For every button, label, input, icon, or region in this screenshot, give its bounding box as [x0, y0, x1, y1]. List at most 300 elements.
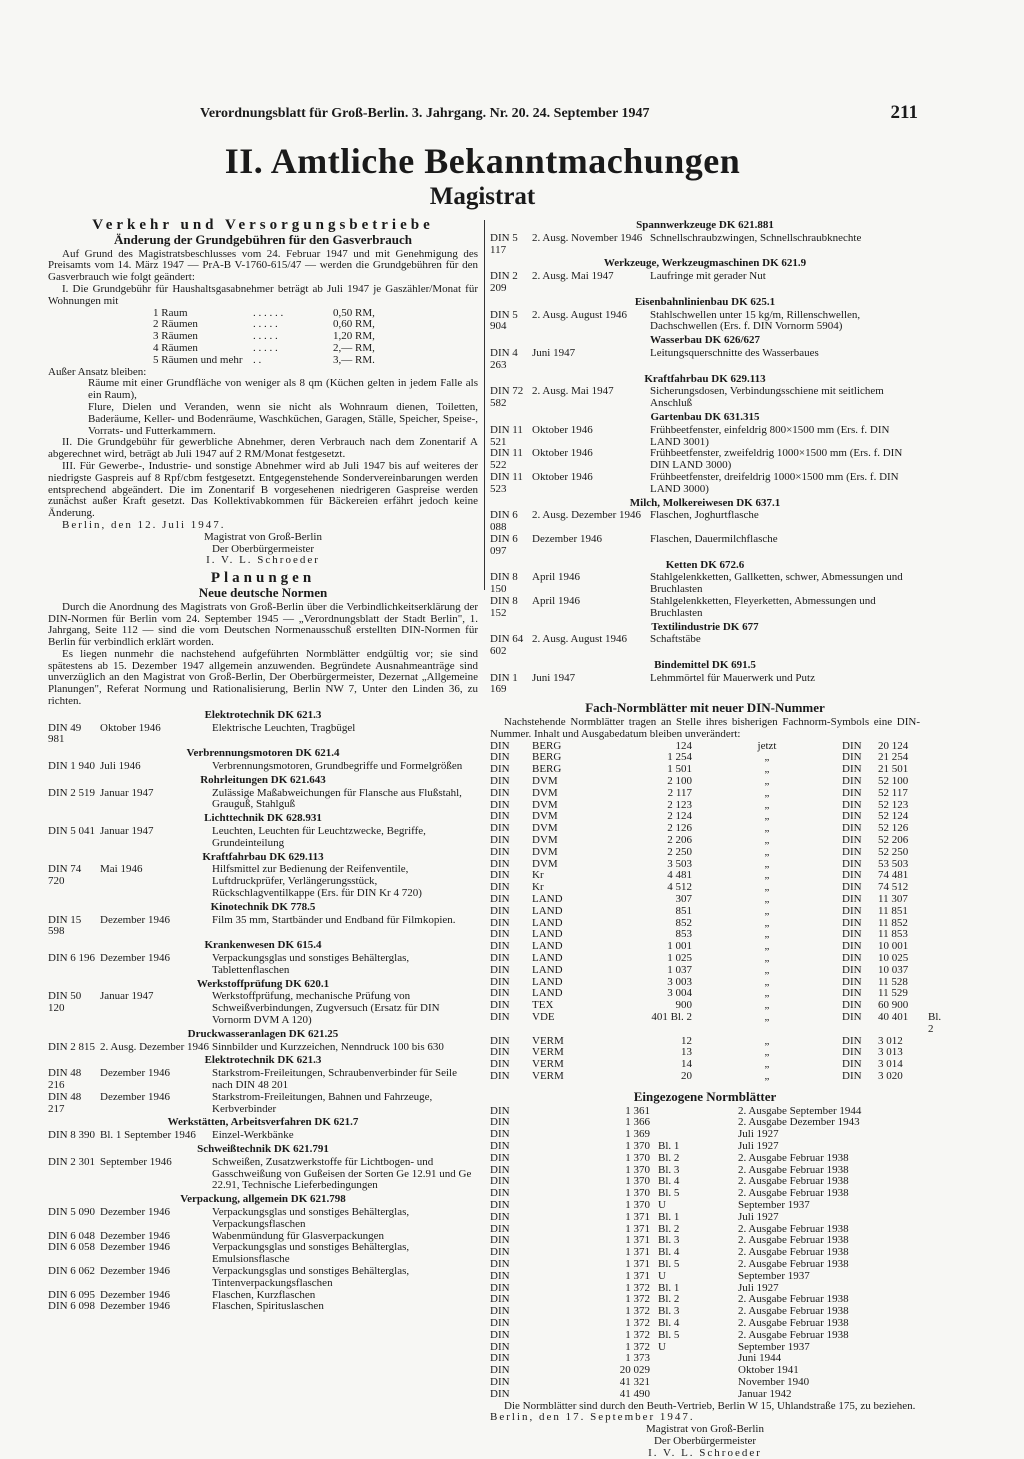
- norm-date: Oktober 1946: [532, 447, 593, 460]
- norm-number: DIN 48 217: [48, 1090, 82, 1115]
- withdrawn-row: [490, 1318, 920, 1330]
- signature-line: I. V. L. Schroeder: [648, 1446, 762, 1459]
- withdrawn-cell: 1 372: [625, 1281, 650, 1294]
- withdrawn-row: [490, 1306, 920, 1318]
- norm-entry: [490, 510, 920, 534]
- withdrawn-cell: Juli 1927: [738, 1128, 779, 1141]
- withdrawn-cell: Bl. 3: [658, 1305, 680, 1318]
- category-heading: Elektrotechnik DK 621.3: [204, 708, 322, 721]
- withdrawn-cell: 1 371: [625, 1269, 650, 1282]
- fach-cell: DIN: [842, 1069, 862, 1082]
- norm-entry: [48, 788, 478, 812]
- fach-cell: 2 124: [667, 810, 692, 823]
- fach-cell: DIN: [842, 904, 862, 917]
- norm-date: Juli 1946: [100, 760, 141, 773]
- fach-cell: Bl. 2: [928, 1011, 942, 1035]
- norm-entry: [48, 953, 478, 977]
- fach-cell: 74 512: [878, 881, 909, 894]
- fach-cell: 3 014: [878, 1058, 903, 1071]
- withdrawn-cell: 2. Ausgabe Februar 1938: [738, 1328, 849, 1341]
- norm-date: Dezember 1946: [100, 1288, 170, 1301]
- withdrawn-cell: 2. Ausgabe Februar 1938: [738, 1234, 849, 1247]
- withdrawn-cell: DIN: [490, 1269, 510, 1282]
- fach-cell: DVM: [532, 845, 558, 858]
- norm-date: Bl. 1 September 1946: [100, 1129, 196, 1142]
- withdrawn-cell: U: [658, 1198, 666, 1211]
- fach-cell: DIN: [490, 834, 510, 847]
- category-heading: Werkstätten, Arbeitsverfahren DK 621.7: [167, 1116, 359, 1129]
- fach-cell: 52 124: [878, 810, 909, 823]
- norm-entry: [490, 348, 920, 372]
- fach-cell: 52 206: [878, 834, 909, 847]
- withdrawn-cell: 2. Ausgabe Februar 1938: [738, 1187, 849, 1200]
- fach-cell: DIN: [842, 940, 862, 953]
- fach-cell: 124: [675, 739, 692, 752]
- fach-cell: 401 Bl. 2: [651, 1011, 692, 1023]
- norm-date: Oktober 1946: [532, 470, 593, 483]
- signature-line: Magistrat von Groß-Berlin: [204, 530, 322, 543]
- fach-cell: 2 123: [667, 798, 692, 811]
- norm-number: DIN 48 216: [48, 1067, 82, 1091]
- fach-cell: DIN: [842, 822, 862, 835]
- fach-cell: 60 900: [878, 999, 909, 1012]
- paragraph: Außer Ansatz bleiben:: [48, 365, 147, 378]
- fach-cell: DIN: [490, 963, 510, 976]
- withdrawn-cell: 41 321: [619, 1375, 650, 1388]
- norm-entry: [48, 826, 478, 850]
- fach-cell: 12: [681, 1034, 692, 1047]
- norm-number: DIN 11 523: [490, 470, 523, 495]
- fach-table: [490, 739, 942, 1083]
- withdrawn-row: [490, 1271, 920, 1283]
- fach-cell: DIN: [842, 810, 862, 823]
- norm-date: April 1946: [532, 571, 580, 584]
- running-header: [200, 102, 920, 126]
- norm-number: DIN 8 152: [490, 594, 518, 619]
- fach-cell: LAND: [532, 940, 563, 953]
- norm-date: Dezember 1946: [100, 1264, 170, 1277]
- category-heading: Bindemittel DK 691.5: [654, 658, 756, 671]
- fach-cell: DIN: [842, 775, 862, 788]
- norm-entry: [48, 1301, 478, 1313]
- withdrawn-row: [490, 1188, 920, 1200]
- fach-cell: DIN: [842, 893, 862, 906]
- norm-description: Wabenmündung für Glasverpackungen: [212, 1229, 385, 1242]
- fach-cell: DIN: [490, 869, 510, 882]
- fach-cell: DIN: [842, 1034, 862, 1047]
- fach-cell: DIN: [490, 1058, 510, 1071]
- fach-cell: DIN: [842, 751, 862, 764]
- withdrawn-row: [490, 1235, 920, 1247]
- withdrawn-cell: DIN: [490, 1375, 510, 1388]
- withdrawn-row: [490, 1342, 920, 1354]
- paragraph: II. Die Grundgebühr für gewerbliche Abnehmer, deren Verbrauch nach dem Zonentarif A abgerechnet wird, beträgt ab Juli 1947 auf 2 RM/Monat festgesetzt.: [48, 436, 478, 461]
- fach-cell: „: [764, 963, 770, 976]
- withdrawn-cell: 1 370: [625, 1151, 650, 1164]
- fach-cell: VDE: [532, 1011, 555, 1023]
- signature-line: Magistrat von Groß-Berlin: [646, 1423, 764, 1436]
- norm-number: DIN 5 117: [490, 231, 518, 256]
- withdrawn-cell: Bl. 4: [658, 1246, 680, 1259]
- fach-cell: DIN: [842, 798, 862, 811]
- fach-cell: 4 481: [667, 869, 692, 882]
- fach-row: [490, 965, 920, 977]
- norm-entry: [48, 864, 478, 899]
- withdrawn-cell: Bl. 4: [658, 1175, 680, 1188]
- norm-number: DIN 5 041: [48, 825, 96, 838]
- fach-cell: DIN: [842, 928, 862, 941]
- withdrawn-cell: 1 370: [625, 1187, 650, 1200]
- fach-cell: 10 025: [878, 952, 909, 965]
- norm-description: Sinnbilder und Kurzzeichen, Nenndruck 100 bis 630: [212, 1040, 444, 1053]
- fach-cell: DVM: [532, 834, 558, 847]
- norm-entry: [490, 673, 920, 697]
- withdrawn-cell: Bl. 3: [658, 1234, 680, 1247]
- norm-entry: [48, 1130, 478, 1142]
- category-heading: Textilindustrie DK 677: [651, 620, 759, 633]
- fach-cell: DIN: [490, 822, 510, 835]
- withdrawn-row: [490, 1389, 920, 1401]
- withdrawn-cell: 2. Ausgabe Februar 1938: [738, 1175, 849, 1188]
- withdrawn-cell: 1 373: [625, 1352, 650, 1365]
- fach-cell: DIN: [490, 940, 510, 953]
- fach-cell: DIN: [490, 1034, 510, 1047]
- norm-number: DIN 8 390: [48, 1129, 96, 1142]
- norm-number: DIN 49 981: [48, 721, 82, 746]
- withdrawn-cell: 2. Ausgabe Februar 1938: [738, 1293, 849, 1306]
- page-headline: II. Amtliche Bekanntmachungen: [224, 141, 741, 181]
- withdrawn-cell: DIN: [490, 1340, 510, 1353]
- withdrawn-cell: Januar 1942: [738, 1387, 792, 1400]
- fach-cell: „: [764, 834, 770, 847]
- norm-description: Verpackungsglas und sonstiges Behälterglas, Tablettenflaschen: [212, 952, 410, 976]
- norm-description: Starkstrom-Freileitungen, Bahnen und Fahrzeuge, Kerbverbinder: [212, 1090, 433, 1115]
- norm-number: DIN 1 169: [490, 671, 518, 696]
- fach-cell: DIN: [490, 857, 510, 870]
- withdrawn-cell: DIN: [490, 1316, 510, 1329]
- fach-cell: 852: [675, 916, 692, 929]
- withdrawn-cell: [650, 1106, 738, 1118]
- norm-number: DIN 11 522: [490, 447, 523, 472]
- withdrawn-cell: Juli 1927: [738, 1281, 779, 1294]
- category-heading: Werkzeuge, Werkzeugmaschinen DK 621.9: [603, 257, 807, 270]
- withdrawn-cell: Juli 1927: [738, 1139, 779, 1152]
- norm-number: DIN 6 196: [48, 952, 96, 965]
- norm-date: 2. Ausg. Dezember 1946: [100, 1040, 210, 1053]
- withdrawn-row: [490, 1365, 920, 1377]
- fach-cell: DIN: [490, 810, 510, 823]
- norm-description: Verpackungsglas und sonstiges Behälterglas, Tintenverpackungsflaschen: [212, 1264, 410, 1289]
- norm-description: Frühbeetfenster, einfeldrig 800×1500 mm (Ers. f. DIN LAND 3001): [650, 423, 890, 448]
- norm-number: DIN 6 058: [48, 1241, 96, 1254]
- fach-cell: „: [764, 845, 770, 858]
- fach-cell: „: [764, 822, 770, 835]
- signature-line: Der Oberbürgermeister: [653, 1434, 757, 1447]
- withdrawn-cell: DIN: [490, 1293, 510, 1306]
- norm-number: DIN 6 098: [48, 1300, 96, 1313]
- left-column: [48, 217, 478, 1313]
- date-line: Berlin, den 12. Juli 1947.: [62, 518, 226, 531]
- fach-cell: 3 013: [878, 1046, 903, 1059]
- date-line: Berlin, den 17. September 1947.: [490, 1411, 695, 1424]
- withdrawn-cell: 2. Ausgabe Februar 1938: [738, 1257, 849, 1270]
- norm-description: Frühbeetfenster, dreifeldrig 1000×1500 mm (Ers. f. DIN LAND 3000): [650, 470, 899, 495]
- norm-description: Sicherungsdosen, Verbindungsschiene mit seitlichem Anschluß: [650, 385, 884, 410]
- withdrawn-cell: Bl. 2: [658, 1151, 680, 1164]
- fach-cell: LAND: [532, 928, 563, 941]
- fach-cell: 3 012: [878, 1034, 903, 1047]
- withdrawn-cell: Oktober 1941: [738, 1364, 799, 1377]
- withdrawn-cell: 1 369: [625, 1128, 650, 1141]
- norm-date: Dezember 1946: [532, 532, 602, 545]
- fach-cell: DIN: [490, 1069, 510, 1082]
- fach-cell: DIN: [490, 904, 510, 917]
- fach-cell: DVM: [532, 786, 558, 799]
- fach-cell: „: [764, 869, 770, 882]
- norm-description: Laufringe mit gerader Nut: [650, 270, 766, 283]
- withdrawn-cell: Bl. 5: [658, 1187, 680, 1200]
- fach-cell: 52 126: [878, 822, 909, 835]
- withdrawn-cell: 2. Ausgabe Februar 1938: [738, 1163, 849, 1176]
- norm-entry: [490, 271, 920, 295]
- category-heading: Eisenbahnlinienbau DK 625.1: [634, 295, 776, 308]
- withdrawn-cell: 1 372: [625, 1293, 650, 1306]
- fach-cell: „: [764, 751, 770, 764]
- fach-cell: DIN: [842, 1011, 862, 1023]
- norm-entry: [48, 915, 478, 939]
- norm-date: April 1946: [532, 594, 580, 607]
- fach-cell: „: [764, 763, 770, 776]
- fach-cell: DIN: [490, 763, 510, 776]
- norm-description: Leitungsquerschnitte des Wasserbaues: [650, 346, 819, 359]
- withdrawn-row: [490, 1283, 920, 1295]
- withdrawn-cell: [650, 1365, 738, 1377]
- withdrawn-row: [490, 1224, 920, 1236]
- fach-cell: DIN: [842, 1046, 862, 1059]
- norm-description: Stahlgelenkketten, Gallketten, schwer, Abmessungen und Bruchlasten: [650, 571, 903, 596]
- fach-cell: „: [764, 999, 770, 1012]
- fach-cell: VERM: [532, 1046, 564, 1059]
- withdrawn-cell: Juni 1944: [738, 1352, 782, 1365]
- fach-cell: DIN: [842, 987, 862, 1000]
- withdrawn-cell: DIN: [490, 1187, 510, 1200]
- norm-list: [48, 710, 478, 1313]
- paragraph: Räume mit einer Grundfläche von weniger als 8 qm (Küchen gelten in jedem Falle als ein Raum),: [88, 377, 478, 402]
- fach-cell: 853: [675, 928, 692, 941]
- fach-cell: DIN: [842, 845, 862, 858]
- withdrawn-cell: Bl. 4: [658, 1316, 680, 1329]
- withdrawn-cell: 1 372: [625, 1340, 650, 1353]
- norm-description: Schnellschraubzwingen, Schnellschraubknechte: [650, 231, 862, 244]
- fach-cell: DIN: [842, 857, 862, 870]
- norm-description: Lehmmörtel für Mauerwerk und Putz: [650, 671, 815, 684]
- category-heading: Werkstoffprüfung DK 620.1: [196, 977, 330, 990]
- norm-date: Januar 1947: [100, 786, 154, 799]
- withdrawn-cell: DIN: [490, 1198, 510, 1211]
- page-number: 211: [890, 102, 918, 123]
- fach-cell: „: [764, 952, 770, 965]
- withdrawn-cell: [650, 1389, 738, 1401]
- withdrawn-cell: 1 370: [625, 1163, 650, 1176]
- fach-cell: LAND: [532, 904, 563, 917]
- section-title-eingezogen: Eingezogene Normblätter: [633, 1088, 777, 1104]
- withdrawn-row: [490, 1294, 920, 1306]
- fach-cell: 13: [681, 1046, 692, 1059]
- withdrawn-cell: 2. Ausgabe Februar 1938: [738, 1305, 849, 1318]
- norm-description: Elektrische Leuchten, Tragbügel: [212, 721, 356, 734]
- withdrawn-cell: 1 370: [625, 1139, 650, 1152]
- fach-cell: DIN: [842, 763, 862, 776]
- fach-cell: „: [764, 786, 770, 799]
- category-heading: Lichttechnik DK 628.931: [204, 812, 322, 825]
- withdrawn-row: [490, 1212, 920, 1224]
- withdrawn-cell: Bl. 1: [658, 1210, 680, 1223]
- norm-date: 2. Ausg. August 1946: [532, 308, 628, 321]
- fach-row: [490, 847, 920, 859]
- fach-cell: 307: [675, 893, 692, 906]
- withdrawn-cell: Bl. 2: [658, 1293, 680, 1306]
- norm-entry: [48, 991, 478, 1026]
- withdrawn-cell: U: [658, 1269, 666, 1282]
- fach-cell: 2 100: [667, 775, 692, 788]
- norm-description: Verbrennungsmotoren, Grundbegriffe und Formelgrößen: [212, 760, 463, 773]
- withdrawn-cell: September 1937: [738, 1340, 810, 1353]
- withdrawn-cell: [650, 1117, 738, 1129]
- paragraph: I. Die Grundgebühr für Haushaltsgasabnehmer beträgt ab Juli 1947 je Gaszähler/Monat für Wohnungen mit: [48, 282, 478, 307]
- fach-cell: DVM: [532, 798, 558, 811]
- norm-number: DIN 2 209: [490, 270, 518, 294]
- fach-cell: jetzt: [757, 739, 777, 752]
- fach-cell: 1 025: [667, 952, 692, 965]
- fach-cell: 3 003: [667, 975, 692, 988]
- withdrawn-cell: DIN: [490, 1281, 510, 1294]
- withdrawn-cell: 2. Ausgabe Februar 1938: [738, 1222, 849, 1235]
- fach-cell: DVM: [532, 857, 558, 870]
- norm-entry: [490, 310, 920, 334]
- withdrawn-cell: DIN: [490, 1151, 510, 1164]
- norm-number: DIN 4 263: [490, 346, 518, 371]
- paragraph: Flure, Dielen und Veranden, wenn sie nicht als Wohnraum dienen, Toiletten, Baderäume, Keller- und Bodenräume, Waschküchen, Garagen, Ställe, Speicher, Speise-, Vorrats- und Futterkammern.: [88, 400, 478, 437]
- norm-entry: [48, 1266, 478, 1290]
- withdrawn-cell: DIN: [490, 1257, 510, 1270]
- withdrawn-cell: DIN: [490, 1104, 510, 1117]
- fach-cell: LAND: [532, 975, 563, 988]
- category-heading: Krankenwesen DK 615.4: [204, 939, 322, 952]
- fach-row: [490, 788, 920, 800]
- norm-date: Oktober 1946: [532, 423, 593, 436]
- norm-date: Mai 1946: [100, 863, 143, 876]
- norm-entry: [48, 1042, 478, 1054]
- fach-cell: „: [764, 857, 770, 870]
- fach-cell: TEX: [532, 999, 554, 1012]
- category-heading: Kraftfahrbau DK 629.113: [644, 372, 766, 385]
- norm-date: 2. Ausg. November 1946: [532, 231, 643, 244]
- norm-number: DIN 2 815: [48, 1040, 96, 1053]
- norm-date: Dezember 1946: [100, 952, 170, 965]
- fach-cell: 2 250: [667, 845, 692, 858]
- fach-cell: DIN: [490, 893, 510, 906]
- norm-number: DIN 74 720: [48, 863, 82, 888]
- withdrawn-cell: 1 371: [625, 1210, 650, 1223]
- withdrawn-row: [490, 1247, 920, 1259]
- fach-cell: DIN: [490, 952, 510, 965]
- norm-description: Film 35 mm, Startbänder und Endband für Filmkopien.: [212, 913, 456, 926]
- fach-cell: „: [764, 1034, 770, 1047]
- norm-description: Flaschen, Dauermilchflasche: [650, 532, 778, 545]
- withdrawn-cell: 1 372: [625, 1305, 650, 1318]
- right-column: [490, 218, 942, 1459]
- withdrawn-cell: Bl. 2: [658, 1222, 680, 1235]
- norm-description: Stahlschwellen unter 15 kg/m, Rillenschwellen, Dachschwellen (Ers. f. DIN Vornorm 5904): [650, 308, 861, 333]
- norm-date: Januar 1947: [100, 990, 154, 1003]
- fach-cell: BERG: [532, 751, 562, 764]
- withdrawn-cell: Bl. 5: [658, 1328, 680, 1341]
- fach-cell: VERM: [532, 1034, 564, 1047]
- norm-entry: [490, 572, 920, 596]
- norm-entry: [48, 761, 478, 773]
- paragraph: Es liegen nunmehr die nachstehend aufgeführten Normblätter endgültig vor; sie sind spätestens ab 15. Dezember 1947 allgemein anzuwenden. Begründete Ausnahmeanträge sind unverzüglich an den Magistrat von Groß-Berlin, Der Oberbürgermeister, Dezernat „Allgemeine Planungen", Referat Normung und Rationalisierung, Berlin NW 7, Unter den Linden 36, zu richten.: [48, 647, 478, 708]
- category-heading: Verpackung, allgemein DK 621.798: [180, 1193, 346, 1206]
- fach-cell: Kr: [532, 881, 544, 894]
- signature-line: I. V. L. Schroeder: [206, 554, 320, 567]
- withdrawn-cell: Bl. 3: [658, 1163, 680, 1176]
- fach-cell: DIN: [490, 916, 510, 929]
- norm-description: Flaschen, Kurzflaschen: [212, 1288, 316, 1301]
- fach-cell: 851: [675, 904, 692, 917]
- fach-cell: LAND: [532, 952, 563, 965]
- fach-cell: DIN: [490, 987, 510, 1000]
- withdrawn-cell: November 1940: [738, 1375, 810, 1388]
- norm-date: Dezember 1946: [100, 1241, 170, 1254]
- fee-row: 2 Räumen . . . . . 0,60 RM,: [153, 318, 375, 331]
- norm-entry: [490, 448, 920, 472]
- withdrawn-row: [490, 1117, 920, 1129]
- withdrawn-row: [490, 1330, 920, 1342]
- paragraph: Die Normblätter sind durch den Beuth-Vertrieb, Berlin W 15, Uhlandstraße 175, zu beziehen.: [504, 1399, 916, 1412]
- withdrawn-cell: DIN: [490, 1175, 510, 1188]
- fee-row: 3 Räumen . . . . . 1,20 RM,: [153, 330, 375, 343]
- norm-number: DIN 15 598: [48, 913, 82, 938]
- fach-cell: „: [764, 1046, 770, 1059]
- fach-cell: DIN: [842, 881, 862, 894]
- paragraph: Nachstehende Normblätter tragen an Stelle ihres bisherigen Fachnorm-Symbols eine DIN-Nummer. Inhalt und Ausgabedatum bleiben unverändert:: [490, 716, 920, 740]
- fach-cell: 1 254: [667, 751, 692, 764]
- norm-number: DIN 6 095: [48, 1288, 96, 1301]
- fach-cell: DIN: [842, 975, 862, 988]
- fach-cell: DIN: [842, 834, 862, 847]
- norm-date: Januar 1947: [100, 825, 154, 838]
- fach-cell: DIN: [842, 952, 862, 965]
- running-title: Verordnungsblatt für Groß-Berlin. 3. Jahrgang. Nr. 20. 24. September 1947: [200, 106, 650, 121]
- section-subtitle-gas: Änderung der Grundgebühren für den Gasverbrauch: [114, 231, 412, 247]
- fach-row: [490, 1011, 942, 1036]
- withdrawn-cell: Bl. 5: [658, 1257, 680, 1270]
- withdrawn-cell: 41 490: [619, 1387, 650, 1400]
- fach-cell: 3 004: [667, 987, 692, 1000]
- fach-cell: 11 307: [878, 893, 908, 906]
- norm-date: Dezember 1946: [100, 913, 170, 926]
- fach-cell: DVM: [532, 822, 558, 835]
- signature-line: Der Oberbürgermeister: [211, 542, 315, 555]
- fach-cell: 1 037: [667, 963, 692, 976]
- withdrawn-cell: 1 371: [625, 1257, 650, 1270]
- fach-cell: VERM: [532, 1058, 564, 1071]
- fach-cell: 20 124: [878, 739, 909, 752]
- fach-cell: „: [764, 940, 770, 953]
- norm-date: Dezember 1946: [100, 1205, 170, 1218]
- fach-cell: DIN: [490, 845, 510, 858]
- withdrawn-cell: DIN: [490, 1163, 510, 1176]
